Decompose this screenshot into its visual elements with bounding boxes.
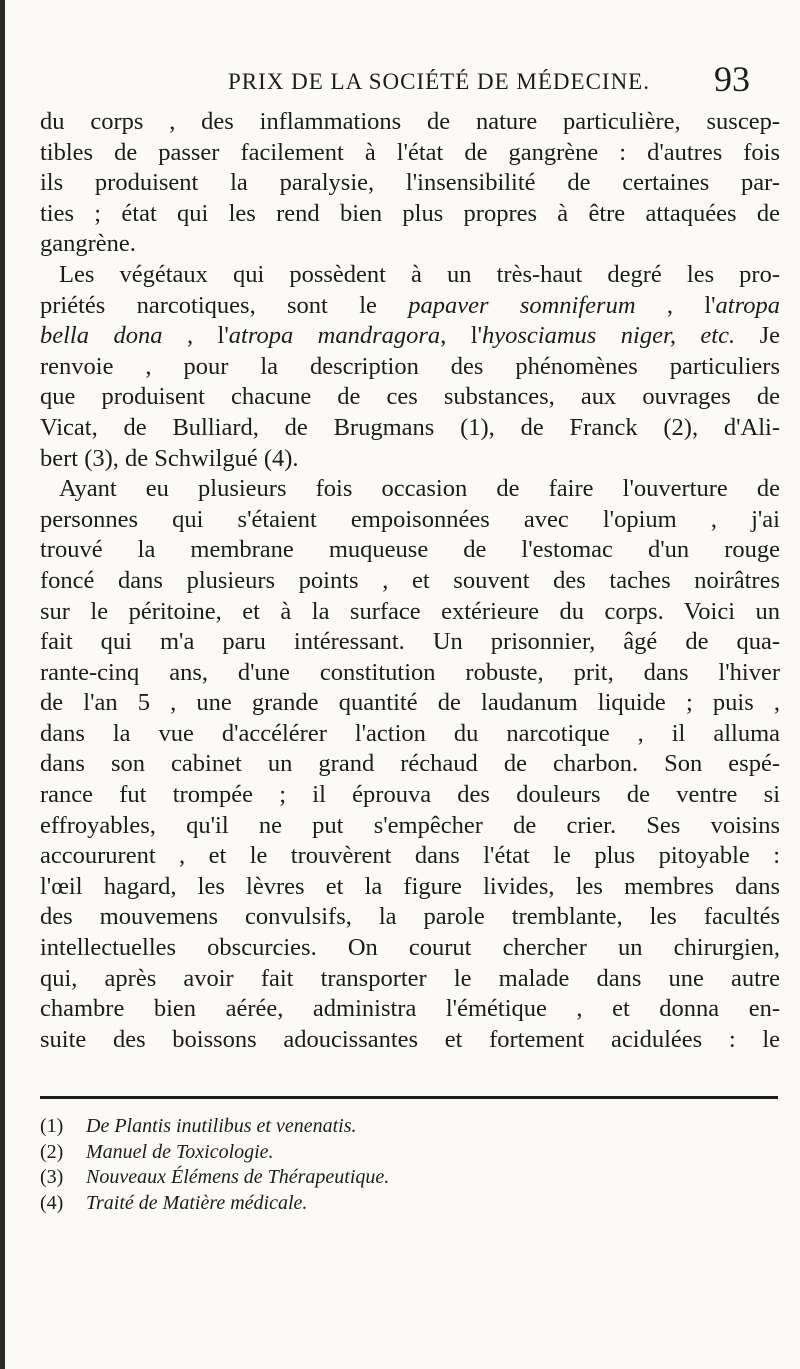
text-line: Vicat, de Bulliard, de Brugmans (1), de Franck (2), d'Ali- xyxy=(40,413,780,441)
text-segment: , l' xyxy=(440,322,483,350)
text-line: renvoie , pour la description des phénomènes particuliers xyxy=(40,352,780,380)
text-segment: , l' xyxy=(162,322,229,350)
footnote xyxy=(40,1165,740,1191)
text-line: ties ; état qui les rend bien plus propres à être attaquées de xyxy=(40,199,780,227)
text-line: chambre bien aérée, administra l'émétique , et donna en- xyxy=(40,995,780,1023)
text-line: bert (3), de Schwilgué (4). xyxy=(40,444,299,472)
footnote-title: Nouveaux Élémens de Thérapeutique. xyxy=(86,1166,390,1188)
latin-plant-name: bella dona xyxy=(40,322,163,350)
text-line: rante-cinq ans, d'une constitution robuste, prit, dans l'hiver xyxy=(40,658,780,686)
latin-plant-name: atropa mandragora xyxy=(228,322,441,350)
text-line: du corps , des inflammations de nature particulière, suscep- xyxy=(40,108,780,135)
text-line: l'œil hagard, les lèvres et la figure livides, les membres dans xyxy=(40,872,780,900)
text-line: effroyables, qu'il ne put s'empêcher de crier. Ses voisins xyxy=(40,811,780,839)
page-number: 93 xyxy=(714,59,750,99)
footnote-number: (3) xyxy=(40,1166,64,1188)
footnote-number: (2) xyxy=(40,1140,64,1163)
text-line-with-italics xyxy=(40,321,780,352)
text-line: suite des boissons adoucissantes et fortement acidulées : le xyxy=(40,1025,780,1053)
footnote xyxy=(40,1191,740,1217)
text-line-with-italics xyxy=(40,291,780,322)
text-line: personnes qui s'étaient empoisonnées avec l'opium , j'ai xyxy=(40,505,780,533)
footnote-rule xyxy=(40,1096,778,1099)
text-segment: Je xyxy=(735,322,780,350)
text-line: gangrène. xyxy=(40,230,136,258)
text-line: de l'an 5 , une grande quantité de laudanum liquide ; puis , xyxy=(40,689,780,717)
footnote-title: Traité de Matière médicale. xyxy=(86,1191,308,1214)
text-line: qui, après avoir fait transporter le malade dans une autre xyxy=(40,964,780,992)
text-line: Les végétaux qui possèdent à un très-haut degré les pro- xyxy=(59,260,780,288)
text-line: trouvé la membrane muqueuse de l'estomac d'un rouge xyxy=(40,536,780,564)
text-segment: , l' xyxy=(635,291,716,319)
footnote xyxy=(40,1140,740,1166)
text-line: fait qui m'a paru intéressant. Un prisonnier, âgé de qua- xyxy=(40,628,780,656)
text-line: rance fut trompée ; il éprouva des douleurs de ventre si xyxy=(40,781,780,809)
latin-plant-name: atropa xyxy=(715,291,780,319)
text-line: accoururent , et le trouvèrent dans l'état le plus pitoyable : xyxy=(40,842,780,870)
running-head: PRIX DE LA SOCIÉTÉ DE MÉDECINE. xyxy=(228,69,650,94)
text-line: des mouvemens convulsifs, la parole tremblante, les facultés xyxy=(40,903,780,931)
text-line: tibles de passer facilement à l'état de gangrène : d'autres fois xyxy=(40,138,780,166)
text-line: ils produisent la paralysie, l'insensibilité de certaines par- xyxy=(40,169,780,197)
footnote-number: (4) xyxy=(40,1191,64,1214)
latin-plant-name: papaver somniferum xyxy=(408,291,636,319)
page-edge-shadow xyxy=(0,0,5,1369)
text-line: intellectuelles obscurcies. On courut chercher un chirurgien, xyxy=(40,934,780,962)
text-line: dans la vue d'accélérer l'action du narcotique , il alluma xyxy=(40,719,780,747)
text-line: sur le péritoine, et à la surface extérieure du corps. Voici un xyxy=(40,597,780,625)
body-text xyxy=(40,107,780,1055)
text-line: foncé dans plusieurs points , et souvent des taches noirâtres xyxy=(40,566,780,594)
text-line: que produisent chacune de ces substances, aux ouvrages de xyxy=(40,383,780,411)
footnote xyxy=(40,1114,740,1140)
text-line: dans son cabinet un grand réchaud de charbon. Son espé- xyxy=(40,750,780,778)
footnotes xyxy=(40,1114,740,1216)
latin-plant-name: hyosciamus niger xyxy=(482,322,670,350)
text-segment: , etc. xyxy=(669,322,736,350)
text-segment: priétés narcotiques, sont le xyxy=(40,291,409,319)
footnote-number: (1) xyxy=(40,1115,64,1137)
text-line: Ayant eu plusieurs fois occasion de faire l'ouverture de xyxy=(59,475,780,503)
footnote-title: Manuel de Toxicologie. xyxy=(86,1140,274,1163)
footnote-title: De Plantis inutilibus et venenatis. xyxy=(86,1115,357,1137)
